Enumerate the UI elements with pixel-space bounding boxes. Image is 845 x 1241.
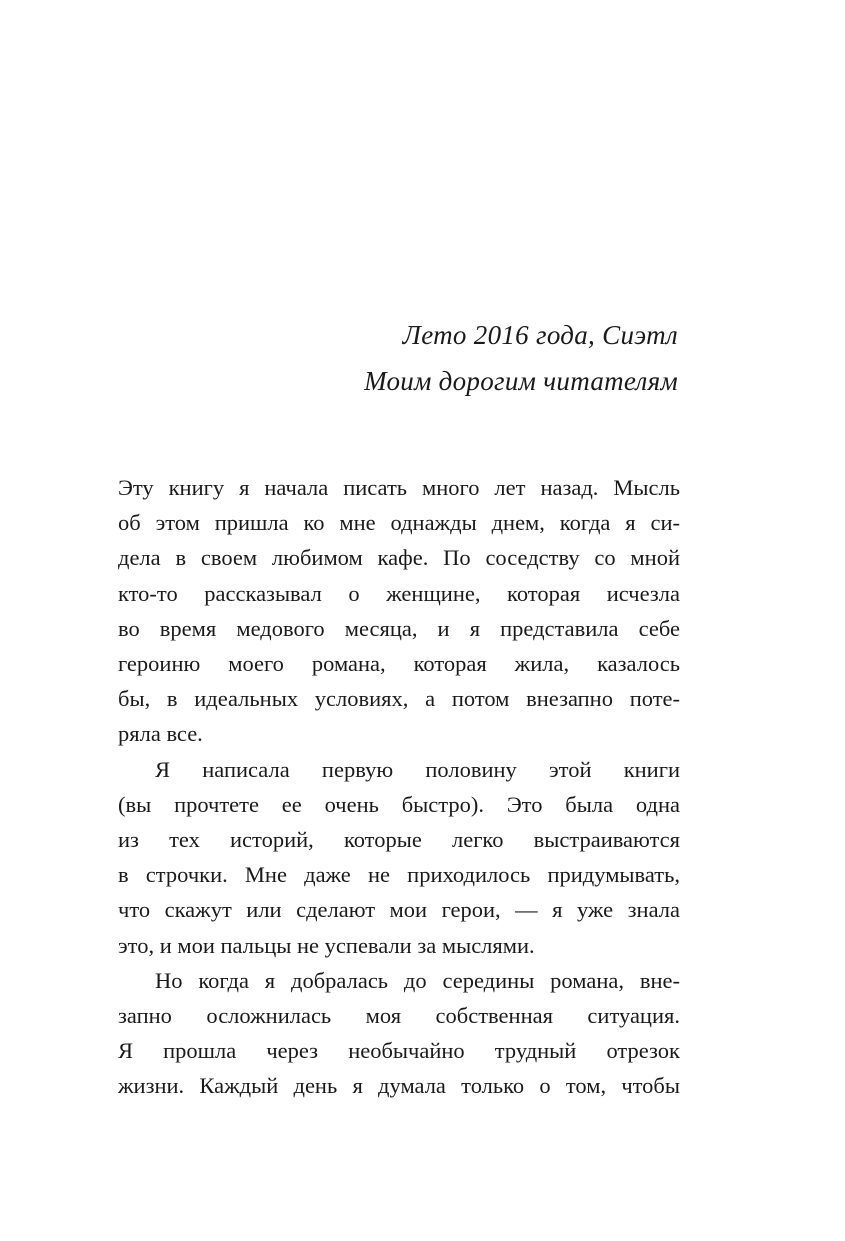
- text-line: это, и мои пальцы не успевали за мыслями.: [118, 932, 535, 958]
- epigraph: [118, 312, 678, 404]
- text-line: из тех историй, которые легко выстраиваются: [118, 827, 680, 853]
- text-line: Я прошла через необычайно трудный отрезок: [118, 1038, 680, 1064]
- text-line: Но когда я добралась до середины романа, вне-: [155, 967, 680, 993]
- text-line: ряла все.: [118, 721, 203, 747]
- text-line: кто-то рассказывал о женщине, которая исчезла: [118, 580, 680, 606]
- text-line: дела в своем любимом кафе. По соседству со мной: [118, 545, 680, 571]
- text-line: бы, в идеальных условиях, а потом внезапно поте-: [118, 686, 680, 712]
- epigraph-date-place: Лето 2016 года, Сиэтл: [402, 320, 678, 350]
- paragraph-2: [118, 752, 680, 963]
- text-line: героиню моего романа, которая жила, казалось: [118, 651, 680, 677]
- paragraph-3: [118, 963, 680, 1104]
- text-line: что скажут или сделают мои герои, — я уже знала: [118, 897, 680, 923]
- text-line: в строчки. Мне даже не приходилось придумывать,: [118, 862, 680, 888]
- text-line: (вы прочтете ее очень быстро). Это была одна: [118, 791, 680, 817]
- epigraph-dedication: Моим дорогим читателям: [364, 366, 678, 396]
- text-line: запно осложнилась моя собственная ситуация.: [118, 1003, 680, 1029]
- text-line: Я написала первую половину этой книги: [155, 756, 680, 782]
- text-line: об этом пришла ко мне однажды днем, когда я си-: [118, 510, 680, 536]
- main-text: [118, 470, 680, 1104]
- text-line: Эту книгу я начала писать много лет назад. Мысль: [118, 475, 680, 500]
- text-line: жизни. Каждый день я думала только о том, чтобы: [118, 1073, 680, 1099]
- paragraph-1: [118, 470, 680, 752]
- text-line: во время медового месяца, и я представила себе: [118, 615, 680, 641]
